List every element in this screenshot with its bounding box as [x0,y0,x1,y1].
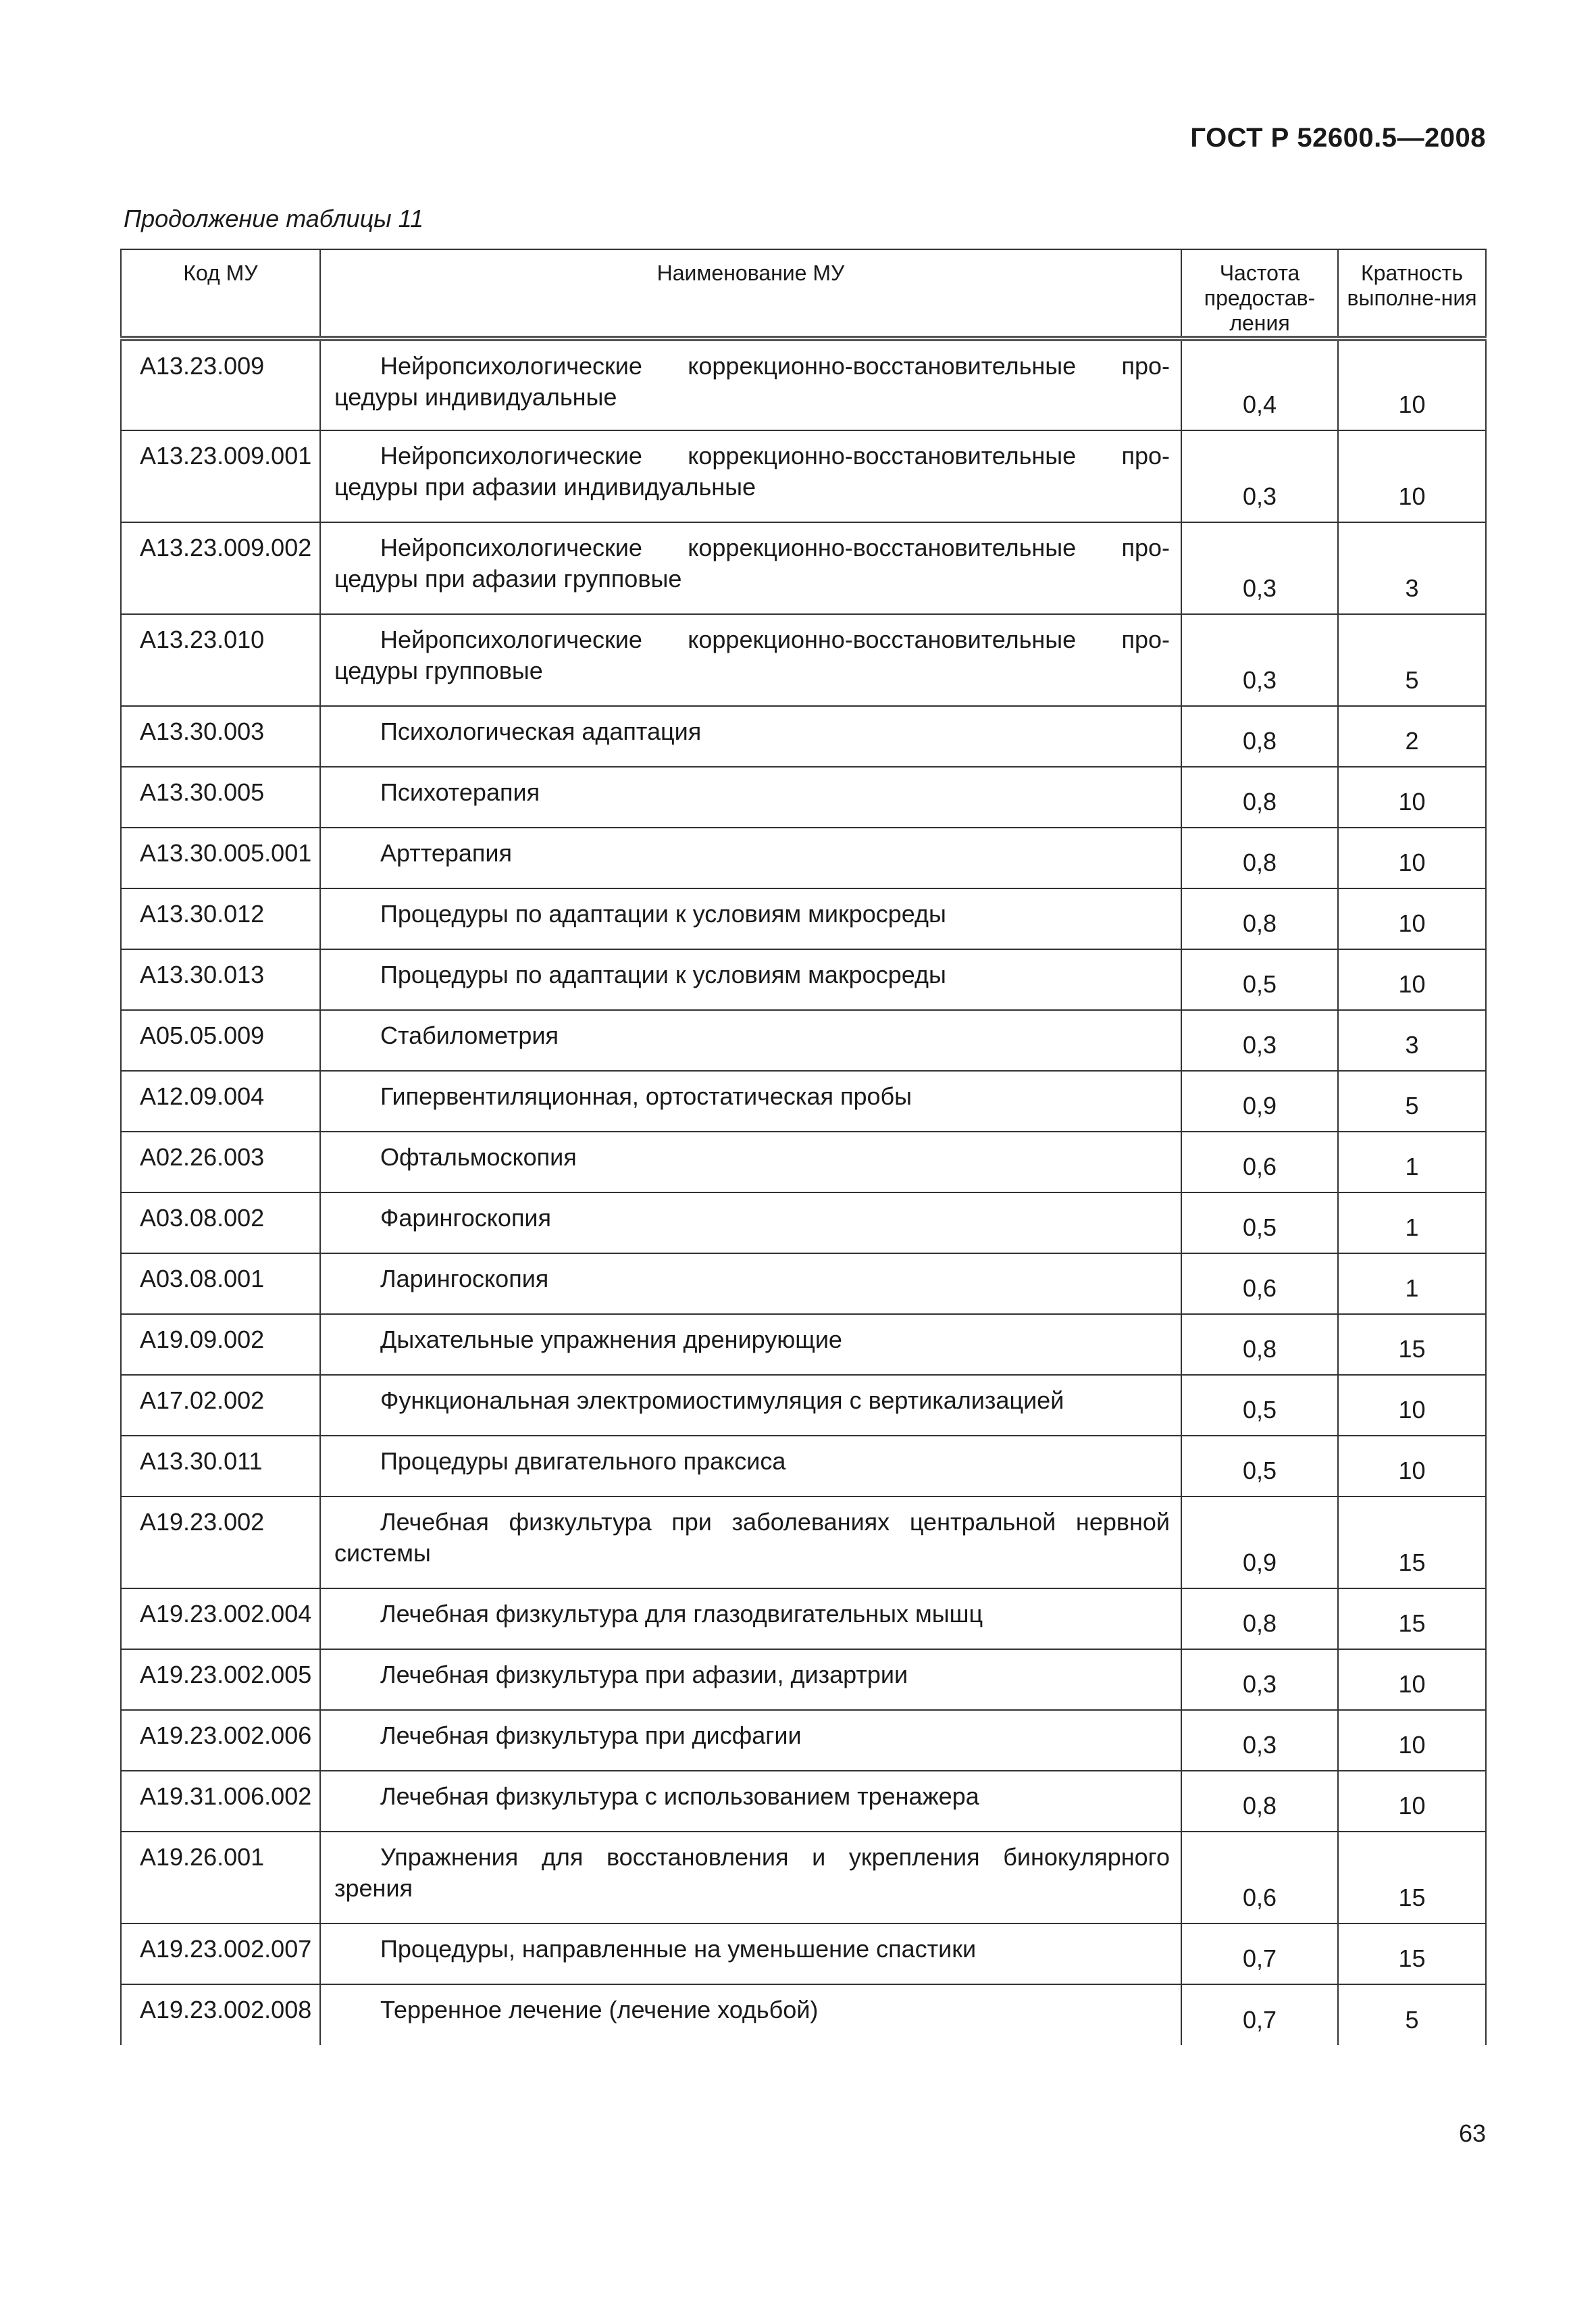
table-row [121,1710,1486,1771]
cell-code: А17.02.002 [121,1375,320,1436]
table-row [121,1984,1486,2045]
cell-code: А13.30.003 [121,706,320,767]
cell-multiplicity: 15 [1338,1588,1486,1649]
table-row [121,1375,1486,1436]
services-table [120,249,1487,2045]
cell-frequency: 0,3 [1181,614,1338,706]
cell-code: А13.30.013 [121,949,320,1010]
document-code: ГОСТ Р 52600.5—2008 [1190,123,1486,153]
table-row [121,614,1486,706]
table-row [121,338,1486,430]
column-header-frequency: Частота предостав-ления [1181,249,1338,338]
cell-multiplicity: 1 [1338,1253,1486,1314]
cell-name: Психотерапия [320,767,1181,828]
cell-name: Функциональная электромиостимуляция с вертикализацией [320,1375,1181,1436]
table-row [121,430,1486,522]
cell-code: А03.08.001 [121,1253,320,1314]
cell-frequency: 0,7 [1181,1984,1338,2045]
cell-code: А19.09.002 [121,1314,320,1375]
cell-frequency: 0,3 [1181,1710,1338,1771]
cell-name: Лечебная физкультура при афазии, дизартрии [320,1649,1181,1710]
table-row [121,1771,1486,1832]
cell-frequency: 0,6 [1181,1132,1338,1192]
cell-code: А13.30.005 [121,767,320,828]
table-row [121,1192,1486,1253]
cell-frequency: 0,8 [1181,706,1338,767]
cell-frequency: 0,5 [1181,1192,1338,1253]
cell-frequency: 0,8 [1181,828,1338,888]
cell-multiplicity: 15 [1338,1314,1486,1375]
cell-frequency: 0,8 [1181,1588,1338,1649]
table-row [121,1314,1486,1375]
table-row [121,828,1486,888]
cell-code: А19.23.002.004 [121,1588,320,1649]
cell-name: Процедуры, направленные на уменьшение спастики [320,1923,1181,1984]
cell-multiplicity: 15 [1338,1496,1486,1588]
table-row [121,1923,1486,1984]
cell-frequency: 0,5 [1181,949,1338,1010]
cell-name: Процедуры по адаптации к условиям микросреды [320,888,1181,949]
cell-name: Терренное лечение (лечение ходьбой) [320,1984,1181,2045]
column-header-name: Наименование МУ [320,249,1181,338]
cell-name: Нейропсихологические коррекционно-восстановительные про-цедуры при афазии индивидуальные [320,430,1181,522]
cell-multiplicity: 10 [1338,430,1486,522]
cell-name: Нейропсихологические коррекционно-восстановительные про-цедуры групповые [320,614,1181,706]
table-row [121,767,1486,828]
cell-code: А19.23.002.008 [121,1984,320,2045]
cell-frequency: 0,8 [1181,888,1338,949]
cell-code: А19.23.002 [121,1496,320,1588]
cell-name: Офтальмоскопия [320,1132,1181,1192]
cell-frequency: 0,3 [1181,522,1338,614]
cell-multiplicity: 10 [1338,767,1486,828]
cell-name: Лечебная физкультура при заболеваниях центральной нервной системы [320,1496,1181,1588]
cell-multiplicity: 3 [1338,1010,1486,1071]
cell-code: А13.23.009.002 [121,522,320,614]
table-row [121,1071,1486,1132]
cell-name: Упражнения для восстановления и укрепления бинокулярного зрения [320,1832,1181,1923]
cell-name: Нейропсихологические коррекционно-восстановительные про-цедуры при афазии групповые [320,522,1181,614]
cell-multiplicity: 10 [1338,949,1486,1010]
cell-code: А19.23.002.006 [121,1710,320,1771]
cell-frequency: 0,7 [1181,1923,1338,1984]
table-body [121,338,1486,2045]
cell-frequency: 0,9 [1181,1496,1338,1588]
cell-code: А13.30.005.001 [121,828,320,888]
cell-code: А03.08.002 [121,1192,320,1253]
cell-multiplicity: 10 [1338,1771,1486,1832]
cell-code: А19.31.006.002 [121,1771,320,1832]
cell-frequency: 0,5 [1181,1375,1338,1436]
cell-multiplicity: 1 [1338,1192,1486,1253]
cell-name: Фарингоскопия [320,1192,1181,1253]
cell-code: А13.23.009 [121,338,320,430]
cell-multiplicity: 10 [1338,1375,1486,1436]
cell-name: Лечебная физкультура с использованием тренажера [320,1771,1181,1832]
cell-name: Дыхательные упражнения дренирующие [320,1314,1181,1375]
table-row [121,1832,1486,1923]
cell-multiplicity: 2 [1338,706,1486,767]
page-number: 63 [1458,2119,1486,2147]
table-row [121,1496,1486,1588]
cell-multiplicity: 15 [1338,1923,1486,1984]
table-header [121,249,1486,338]
cell-code: А19.23.002.005 [121,1649,320,1710]
column-header-multiplicity: Кратность выполне-ния [1338,249,1486,338]
cell-multiplicity: 5 [1338,1071,1486,1132]
cell-frequency: 0,6 [1181,1253,1338,1314]
cell-name: Стабилометрия [320,1010,1181,1071]
cell-code: А05.05.009 [121,1010,320,1071]
cell-name: Психологическая адаптация [320,706,1181,767]
cell-code: А13.30.011 [121,1436,320,1496]
cell-frequency: 0,5 [1181,1436,1338,1496]
cell-name: Процедуры двигательного праксиса [320,1436,1181,1496]
cell-code: А13.23.009.001 [121,430,320,522]
table-header-row [121,249,1486,338]
cell-code: А13.30.012 [121,888,320,949]
cell-name: Арттерапия [320,828,1181,888]
cell-frequency: 0,8 [1181,1314,1338,1375]
cell-multiplicity: 10 [1338,1436,1486,1496]
cell-code: А19.23.002.007 [121,1923,320,1984]
table-caption: Продолжение таблицы 11 [124,205,424,232]
cell-multiplicity: 5 [1338,1984,1486,2045]
cell-multiplicity: 10 [1338,828,1486,888]
cell-frequency: 0,8 [1181,767,1338,828]
cell-name: Процедуры по адаптации к условиям макросреды [320,949,1181,1010]
table-row [121,522,1486,614]
table-row [121,888,1486,949]
cell-frequency: 0,8 [1181,1771,1338,1832]
cell-code: А19.26.001 [121,1832,320,1923]
table-row [121,949,1486,1010]
column-header-code: Код МУ [121,249,320,338]
table-row [121,1649,1486,1710]
table-row [121,1436,1486,1496]
cell-multiplicity: 15 [1338,1832,1486,1923]
cell-multiplicity: 1 [1338,1132,1486,1192]
cell-multiplicity: 10 [1338,888,1486,949]
table-row [121,1253,1486,1314]
cell-multiplicity: 10 [1338,1710,1486,1771]
cell-multiplicity: 3 [1338,522,1486,614]
cell-name: Лечебная физкультура при дисфагии [320,1710,1181,1771]
table-row [121,1588,1486,1649]
cell-frequency: 0,3 [1181,430,1338,522]
cell-name: Ларингоскопия [320,1253,1181,1314]
cell-multiplicity: 5 [1338,614,1486,706]
cell-frequency: 0,3 [1181,1649,1338,1710]
cell-multiplicity: 10 [1338,1649,1486,1710]
cell-frequency: 0,6 [1181,1832,1338,1923]
cell-frequency: 0,3 [1181,1010,1338,1071]
services-table-container [120,249,1485,2045]
cell-multiplicity: 10 [1338,338,1486,430]
cell-frequency: 0,4 [1181,338,1338,430]
cell-name: Лечебная физкультура для глазодвигательных мышц [320,1588,1181,1649]
cell-code: А12.09.004 [121,1071,320,1132]
cell-name: Гипервентиляционная, ортостатическая пробы [320,1071,1181,1132]
cell-code: А02.26.003 [121,1132,320,1192]
table-row [121,1010,1486,1071]
cell-name: Нейропсихологические коррекционно-восстановительные про-цедуры индивидуальные [320,338,1181,430]
cell-frequency: 0,9 [1181,1071,1338,1132]
table-row [121,706,1486,767]
cell-code: А13.23.010 [121,614,320,706]
table-row [121,1132,1486,1192]
